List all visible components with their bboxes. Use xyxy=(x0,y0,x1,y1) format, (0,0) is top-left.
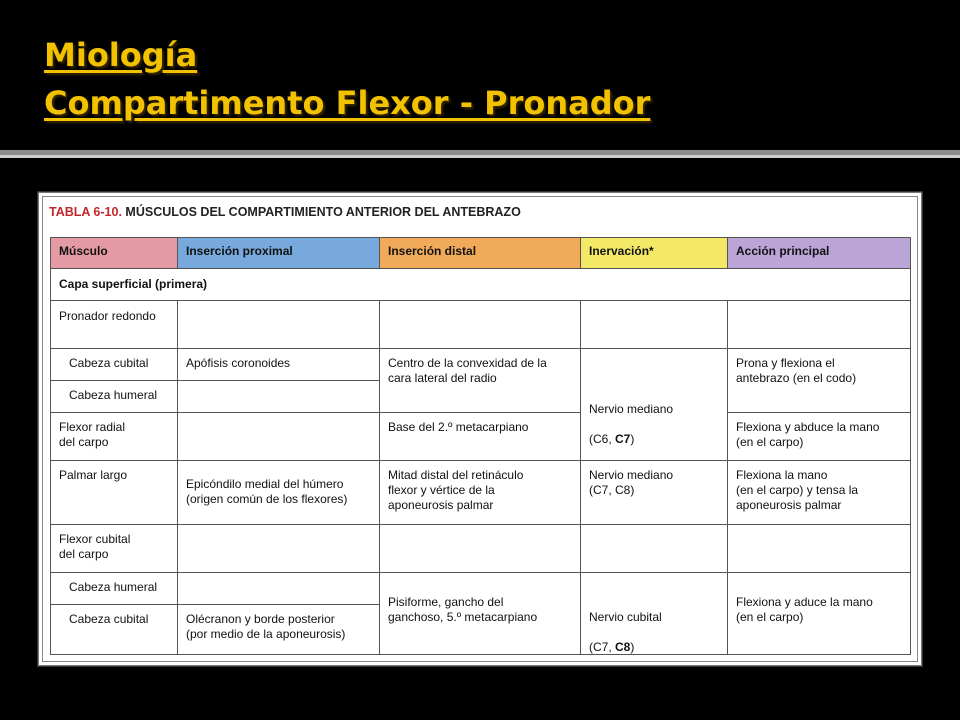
accion-empty-1 xyxy=(728,301,911,349)
slide-title-line-2: Compartimento Flexor - Pronador xyxy=(44,84,651,122)
accion-empty-2 xyxy=(728,525,911,573)
header-insercion-distal: Inserción distal xyxy=(380,237,581,269)
proximal-empty-1 xyxy=(178,301,380,349)
nervio-cubital-label: Nervio cubital xyxy=(589,610,662,624)
distal-empty-1 xyxy=(380,301,581,349)
proximal-olecranon: Olécranon y borde posterior (por medio de la aponeurosis) xyxy=(178,605,380,655)
distal-mitad-retinaculo: Mitad distal del retináculo flexor y vértice de la aponeurosis palmar xyxy=(380,461,581,525)
accion-flexiona-aduce: Flexiona y aduce la mano (en el carpo) xyxy=(728,573,911,655)
inervacion-nervio-cubital xyxy=(581,573,728,655)
root-c8-bold: C8 xyxy=(615,640,631,654)
table-number: TABLA 6-10. xyxy=(49,205,122,219)
musculo-flexor-radial-carpo: Flexor radial del carpo xyxy=(50,413,178,461)
distal-empty-2 xyxy=(380,525,581,573)
accion-prona-flexiona: Prona y flexiona el antebrazo (en el codo) xyxy=(728,349,911,413)
table-image-frame xyxy=(38,192,922,666)
roots-close: ) xyxy=(630,432,635,446)
inervacion-nervio-mediano-c7-c8: Nervio mediano (C7, C8) xyxy=(581,461,728,525)
roots-close-2: ) xyxy=(630,640,635,654)
table-title: MÚSCULOS DEL COMPARTIMIENTO ANTERIOR DEL ANTEBRAZO xyxy=(125,205,521,219)
header-accion: Acción principal xyxy=(728,237,911,269)
slide-title-bar xyxy=(0,0,960,150)
proximal-empty-2 xyxy=(178,381,380,413)
distal-pisiforme: Pisiforme, gancho del ganchoso, 5.º metacarpiano xyxy=(380,573,581,655)
distal-centro-convexidad: Centro de la convexidad de la cara lateral del radio xyxy=(380,349,581,413)
header-musculo: Músculo xyxy=(50,237,178,269)
accion-flexiona-abduce: Flexiona y abduce la mano (en el carpo) xyxy=(728,413,911,461)
musculo-cabeza-cubital: Cabeza cubital xyxy=(50,349,178,381)
muscle-table xyxy=(39,193,923,667)
roots-open: (C6, xyxy=(589,432,616,446)
proximal-empty-3 xyxy=(178,413,380,461)
proximal-empty-4 xyxy=(178,525,380,573)
accion-flexiona-tensa: Flexiona la mano (en el carpo) y tensa la aponeurosis palmar xyxy=(728,461,911,525)
header-insercion-proximal: Inserción proximal xyxy=(178,237,380,269)
distal-base-metacarpiano: Base del 2.º metacarpiano xyxy=(380,413,581,461)
root-c7-bold: C7 xyxy=(615,432,631,446)
musculo-cabeza-humeral: Cabeza humeral xyxy=(50,381,178,413)
musculo-palmar-largo: Palmar largo xyxy=(50,461,178,525)
musculo-flexor-cubital-carpo: Flexor cubital del carpo xyxy=(50,525,178,573)
musculo-cabeza-cubital-2: Cabeza cubital xyxy=(50,605,178,655)
proximal-empty-5 xyxy=(178,573,380,605)
header-inervacion: Inervación* xyxy=(581,237,728,269)
slide-title-line-1: Miología xyxy=(44,36,198,74)
inervacion-nervio-mediano-c6-c7 xyxy=(581,349,728,461)
section-capa-superficial: Capa superficial (primera) xyxy=(50,269,911,301)
proximal-epicondilo-medial: Epicóndilo medial del húmero (origen común de los flexores) xyxy=(178,461,380,525)
nervio-mediano-label: Nervio mediano xyxy=(589,402,674,416)
inervacion-empty-1 xyxy=(581,301,728,349)
proximal-apofisis-coronoides: Apófisis coronoides xyxy=(178,349,380,381)
musculo-pronador-redondo: Pronador redondo xyxy=(50,301,178,349)
inervacion-empty-2 xyxy=(581,525,728,573)
musculo-cabeza-humeral-2: Cabeza humeral xyxy=(50,573,178,605)
roots-open-2: (C7, xyxy=(589,640,616,654)
title-divider-light xyxy=(0,155,960,158)
